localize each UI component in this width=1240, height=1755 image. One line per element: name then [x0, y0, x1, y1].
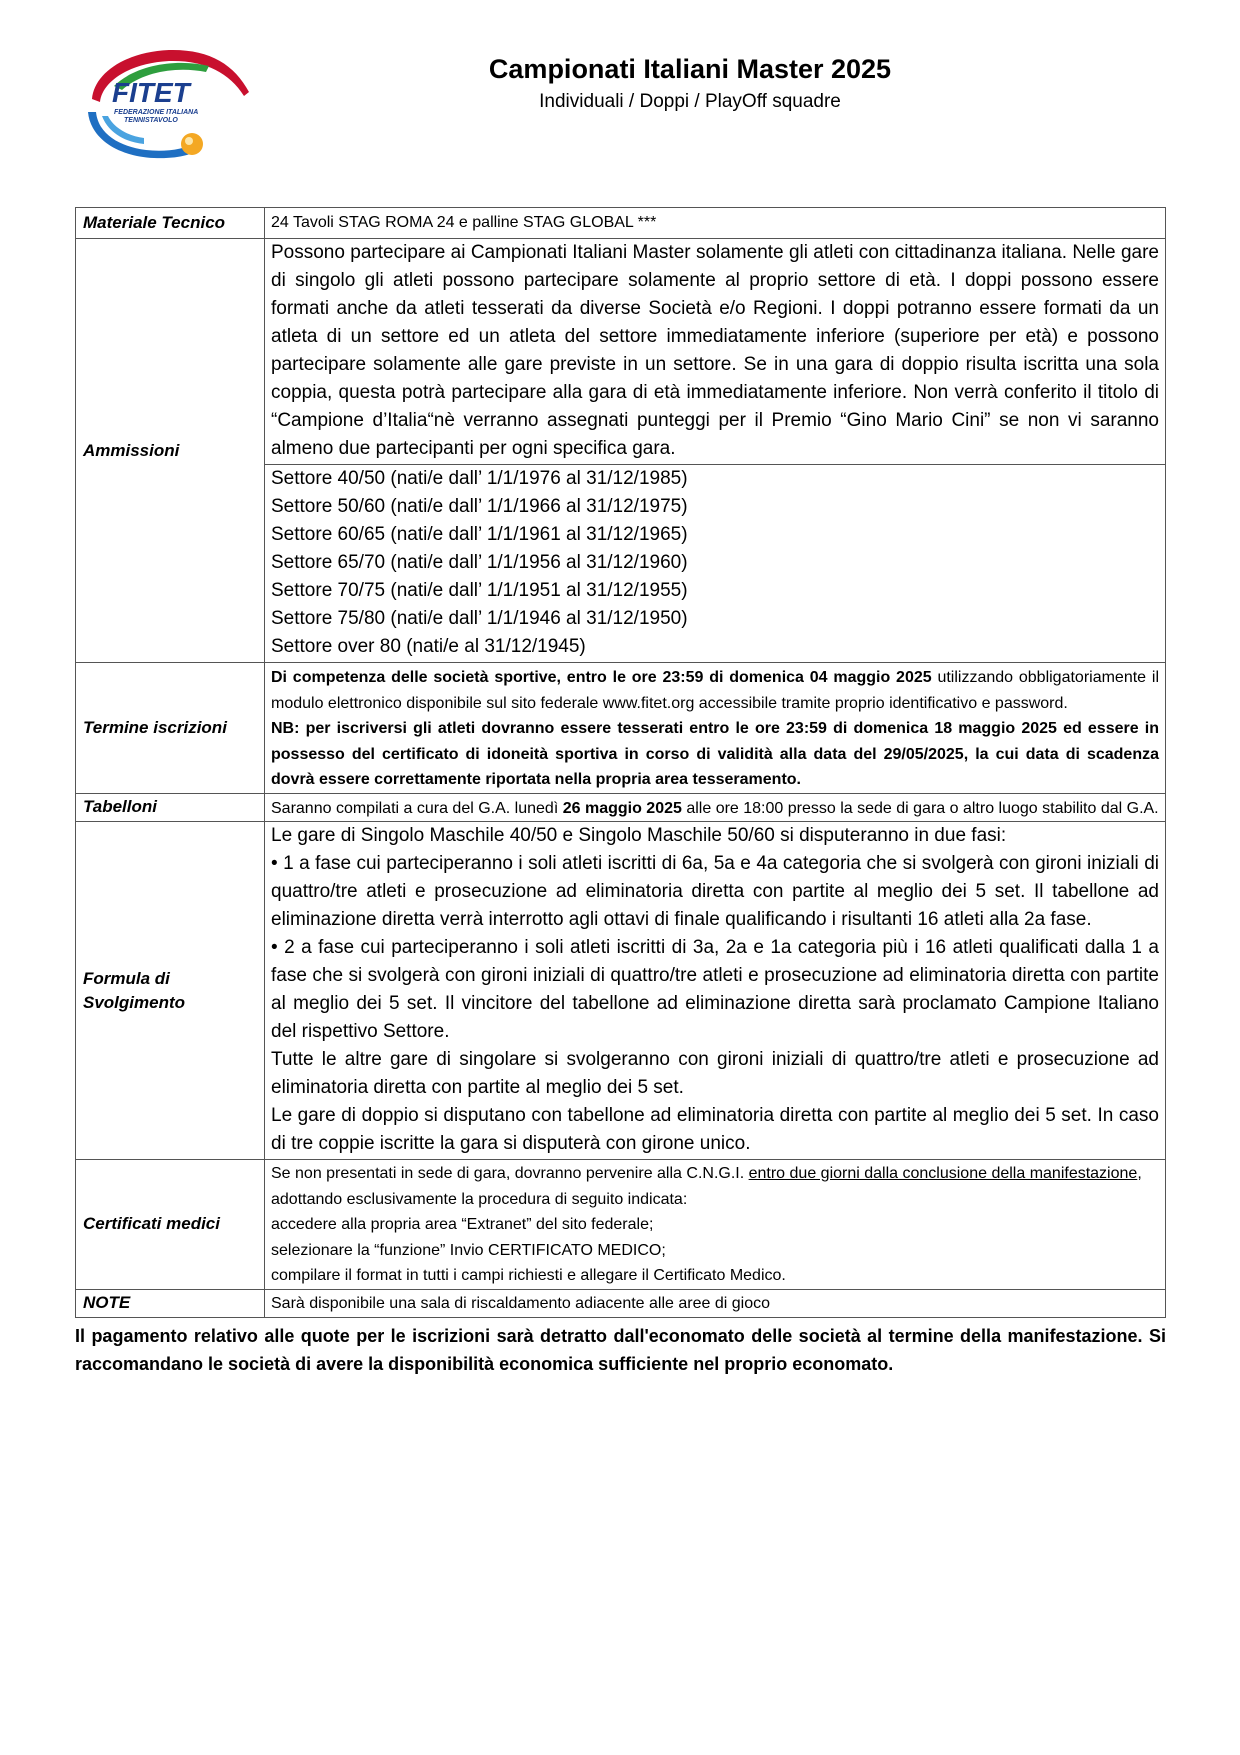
- fitet-logo: [84, 44, 256, 164]
- settore-item: Settore over 80 (nati/e al 31/12/1945): [271, 636, 586, 657]
- termine-nb: NB: per iscriversi gli atleti dovranno essere tesserati entro le ore 23:59 di domenica 18 maggio 2025 ed essere in possesso del certificato di idoneità sportiva in corso di validità alla data del 29/05/2025, la cui data di scadenza dovrà essere correttamente riportata nella propria area tesseramento.: [271, 720, 1159, 788]
- value-note: Sarà disponibile una sala di riscaldamento adiacente alle aree di gioco: [265, 1289, 1166, 1317]
- certificati-intro-b: , adottando esclusivamente la procedura di seguito indicata:: [271, 1165, 1142, 1208]
- row-materiale: [76, 208, 1166, 239]
- value-termine: [265, 663, 1166, 794]
- settore-item: Settore 65/70 (nati/e dall’ 1/1/1956 al 31/12/1960): [271, 552, 688, 573]
- settore-item: Settore 40/50 (nati/e dall’ 1/1/1976 al 31/12/1985): [271, 468, 688, 489]
- formula-paragraph: Le gare di Singolo Maschile 40/50 e Singolo Maschile 50/60 si disputeranno in due fasi:: [271, 825, 1007, 846]
- formula-paragraph: Le gare di doppio si disputano con tabellone ad eliminatoria diretta con partite al meglio dei 5 set. In caso di tre coppie iscritte la gara si disputerà con girone unico.: [271, 1105, 1159, 1154]
- label-certificati: Certificati medici: [76, 1160, 265, 1290]
- logo-sub-1: FEDERAZIONE ITALIANA: [114, 109, 199, 116]
- row-ammissioni-text: [76, 239, 1166, 465]
- settore-item: Settore 70/75 (nati/e dall’ 1/1/1951 al 31/12/1955): [271, 580, 688, 601]
- certificati-deadline: entro due giorni dalla conclusione della manifestazione: [748, 1165, 1138, 1182]
- label-termine: Termine iscrizioni: [76, 663, 265, 794]
- formula-paragraph: Tutte le altre gare di singolare si svolgeranno con gironi iniziali di quattro/tre atleti e prosecuzione ad eliminatoria diretta con partite al meglio dei 5 set.: [271, 1049, 1159, 1098]
- value-ammissioni: Possono partecipare ai Campionati Italiani Master solamente gli atleti con cittadinanza italiana. Nelle gare di singolo gli atleti possono partecipare solamente al proprio settore di età. I doppi possono essere formati anche da atleti tesserati da diverse Società e/o Regioni. I doppi potranno essere formati da un atleta di un settore ed un atleta del settore immediatamente inferiore (superiore per età) e possono partecipare solamente alle gare previste in un settore. Se in una gara di doppio risulta iscritta una sola coppia, questa potrà partecipare alla gara di età immediatamente inferiore. Non verrà conferito il titolo di “Campione d’Italia“nè verranno assegnati punteggi per il Premio “Gino Mario Cini” se non vi saranno almeno due partecipanti per ogni specifica gara.: [265, 239, 1166, 465]
- fitet-logo-graphic: [84, 44, 256, 164]
- value-tabelloni: [265, 793, 1166, 822]
- row-certificati: [76, 1160, 1166, 1290]
- label-ammissioni: Ammissioni: [76, 239, 265, 663]
- row-note: [76, 1289, 1166, 1317]
- label-formula: Formula di Svolgimento: [76, 822, 265, 1160]
- termine-deadline: Di competenza delle società sportive, entro le ore 23:59 di domenica 04 maggio 2025: [271, 669, 932, 686]
- certificati-intro-a: Se non presentati in sede di gara, dovranno pervenire alla C.N.G.I.: [271, 1165, 749, 1182]
- logo-sub-2: TENNISTAVOLO: [124, 117, 178, 124]
- value-materiale: 24 Tavoli STAG ROMA 24 e palline STAG GLOBAL ***: [265, 208, 1166, 239]
- certificati-step: selezionare la “funzione” Invio CERTIFICATO MEDICO;: [271, 1241, 666, 1259]
- tabelloni-date: 26 maggio 2025: [562, 799, 682, 817]
- row-formula: [76, 822, 1166, 1160]
- value-formula: [265, 822, 1166, 1160]
- tabelloni-text-b: alle ore 18:00 presso la sede di gara o altro luogo stabilito dal G.A.: [681, 799, 1159, 817]
- row-termine: [76, 663, 1166, 794]
- logo-wordmark: FITET: [112, 77, 190, 108]
- page-subtitle: Individuali / Doppi / PlayOff squadre: [539, 91, 841, 112]
- tabelloni-text-a: Saranno compilati a cura del G.A. lunedì: [271, 799, 563, 817]
- label-note: NOTE: [76, 1289, 265, 1317]
- value-certificati: [265, 1160, 1166, 1290]
- settore-item: Settore 50/60 (nati/e dall’ 1/1/1966 al 31/12/1975): [271, 496, 688, 517]
- certificati-step: compilare il format in tutti i campi richiesti e allegare il Certificato Medico.: [271, 1267, 786, 1284]
- formula-paragraph: • 1 a fase cui parteciperanno i soli atleti iscritti di 6a, 5a e 4a categoria che si svolgerà con gironi iniziali di quattro/tre atleti e prosecuzione ad eliminatoria diretta con partite al meglio dei 5 set. Il tabellone ad eliminazione diretta verrà interrotto agli ottavi di finale qualificando i risultanti 16 atleti alla 2a fase.: [271, 853, 1159, 930]
- termine-text: utilizzando obbligatoriamente il modulo elettronico disponibile sul sito federale www.fitet.org accessibile tramite proprio identificativo e password.: [271, 669, 1159, 712]
- label-tabelloni: Tabelloni: [76, 793, 265, 822]
- settore-item: Settore 75/80 (nati/e dall’ 1/1/1946 al 31/12/1950): [271, 608, 688, 629]
- row-tabelloni: [76, 793, 1166, 822]
- settore-item: Settore 60/65 (nati/e dall’ 1/1/1961 al 31/12/1965): [271, 524, 688, 545]
- footer-note: Il pagamento relativo alle quote per le iscrizioni sarà detratto dall'economato delle società al termine della manifestazione. Si raccomandano le società di avere la disponibilità economica sufficiente nel proprio economato.: [75, 1325, 1166, 1374]
- header: [420, 52, 960, 116]
- page-title: Campionati Italiani Master 2025: [488, 54, 892, 84]
- formula-paragraph: • 2 a fase cui parteciperanno i soli atleti iscritti di 3a, 2a e 1a categoria più i 16 atleti qualificati dalla 1 a fase che si svolgerà con gironi iniziali di quattro/tre atleti e prosecuzione ad eliminatoria diretta con partite al meglio dei 5 set. Il vincitore del tabellone ad eliminazione diretta sarà proclamato Campione Italiano del rispettivo Settore.: [271, 937, 1159, 1042]
- settori-list: [265, 465, 1166, 663]
- certificati-step: accedere alla propria area “Extranet” del sito federale;: [271, 1216, 654, 1233]
- label-materiale: Materiale Tecnico: [76, 208, 265, 239]
- info-table: [75, 207, 1166, 1318]
